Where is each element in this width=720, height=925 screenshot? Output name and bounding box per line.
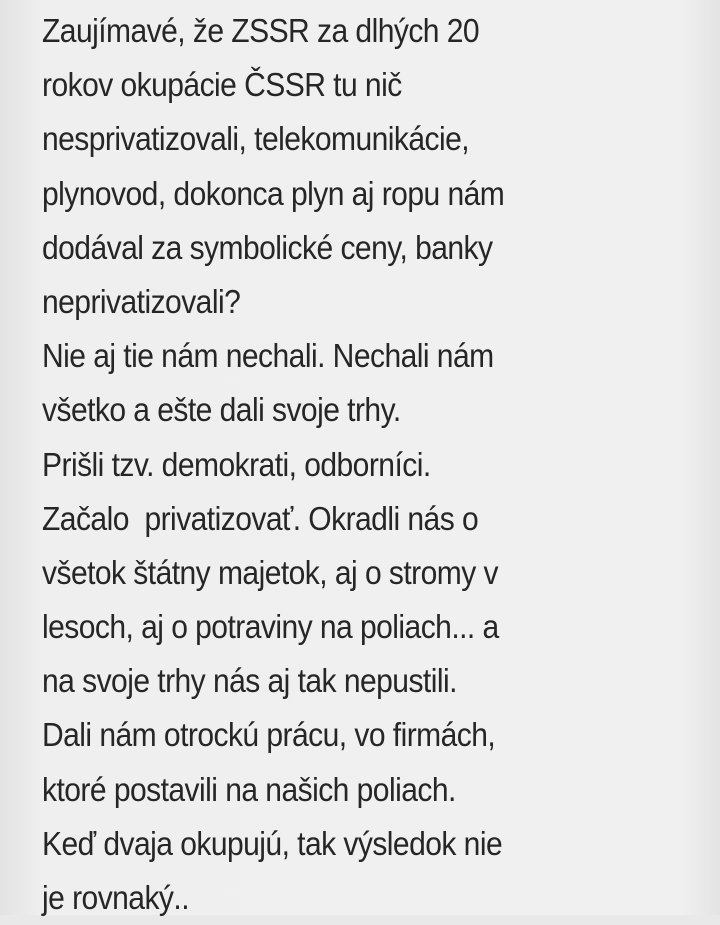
text-line: Keď dvaja okupujú, tak výsledok nie — [42, 824, 503, 862]
text-line: Zaujímavé, že ZSSR za dlhých 20 — [42, 12, 480, 49]
text-line: je rovnaký.. — [42, 879, 190, 916]
text-line: na svoje trhy nás aj tak nepustili. — [42, 662, 457, 700]
text-line: Nie aj tie nám nechali. Nechali nám — [42, 337, 494, 375]
text-line: Prišli tzv. demokrati, odborníci. — [42, 445, 431, 483]
text-line: dodával za symbolické ceny, banky — [42, 228, 493, 266]
text-line: plynovod, dokonca plyn aj ropu nám — [42, 174, 505, 212]
text-line: lesoch, aj o potraviny na poliach... a — [42, 608, 499, 646]
text-line: Dali nám otrockú prácu, vo firmách, — [42, 716, 496, 754]
text-line: neprivatizovali? — [42, 282, 241, 320]
text-line: nesprivatizovali, telekomunikácie, — [42, 120, 470, 158]
text-line: všetok štátny majetok, aj o stromy v — [42, 553, 498, 591]
text-line: všetko a ešte dali svoje trhy. — [42, 391, 401, 429]
text-line: ktoré postavili na našich poliach. — [42, 770, 456, 808]
text-line: Začalo privatizovať. Okradli nás o — [42, 499, 479, 537]
post-text — [42, 4, 652, 925]
text-line: rokov okupácie ČSSR tu nič — [42, 66, 402, 104]
